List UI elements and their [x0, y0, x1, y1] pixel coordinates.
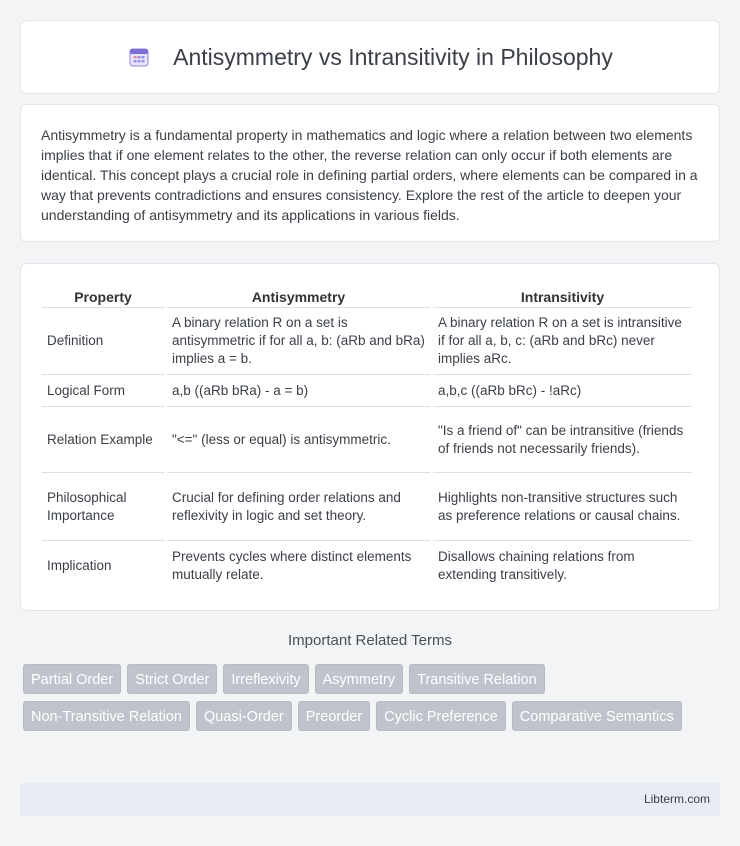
row-antisymmetry: Crucial for defining order relations and reflexivity in logic and set theory.: [167, 473, 430, 541]
tag-cyclic-preference[interactable]: Cyclic Preference: [376, 701, 506, 731]
row-intransitivity: a,b,c ((aRb bRc) - !aRc): [433, 375, 692, 407]
related-terms-list: [23, 664, 703, 731]
row-antisymmetry: Prevents cycles where distinct elements mutually relate.: [172, 549, 412, 582]
header-antisymmetry: Antisymmetry: [167, 284, 430, 308]
tag-non-transitive-relation[interactable]: Non-Transitive Relation: [23, 701, 190, 731]
table-header-row: [42, 284, 692, 308]
row-property: Relation Example: [42, 407, 164, 473]
tag-transitive-relation[interactable]: Transitive Relation: [409, 664, 545, 694]
table-row: [42, 308, 692, 375]
footer: [20, 783, 720, 816]
header-intransitivity: Intransitivity: [433, 284, 692, 308]
tag-irreflexivity[interactable]: Irreflexivity: [223, 664, 308, 694]
row-property: Philosophical Importance: [42, 473, 164, 541]
comparison-card: [20, 263, 720, 611]
row-property: Implication: [47, 558, 112, 573]
comparison-table: [39, 284, 695, 591]
table-row: [42, 375, 692, 407]
header-property: Property: [42, 284, 164, 308]
row-antisymmetry: "<=" (less or equal) is antisymmetric.: [167, 407, 430, 473]
table-row: [42, 407, 692, 473]
row-intransitivity: Disallows chaining relations from extending transitively.: [438, 549, 635, 582]
tag-quasi-order[interactable]: Quasi-Order: [196, 701, 292, 731]
related-terms-title: Important Related Terms: [288, 632, 452, 649]
tag-asymmetry[interactable]: Asymmetry: [315, 664, 404, 694]
intro-card: [20, 104, 720, 242]
page-title: Antisymmetry vs Intransitivity in Philosophy: [173, 43, 613, 70]
row-property: Logical Form: [42, 375, 164, 407]
tag-partial-order[interactable]: Partial Order: [23, 664, 121, 694]
row-intransitivity: "Is a friend of" can be intransitive (friends of friends not necessarily friends).: [433, 407, 692, 473]
row-antisymmetry: A binary relation R on a set is antisymmetric if for all a, b: (aRb and bRa) implies a = b.: [167, 308, 430, 375]
tag-strict-order[interactable]: Strict Order: [127, 664, 217, 694]
calendar-icon: [127, 45, 151, 69]
tag-preorder[interactable]: Preorder: [298, 701, 370, 731]
row-antisymmetry: a,b ((aRb bRa) - a = b): [167, 375, 430, 407]
footer-site-link[interactable]: Libterm.com: [643, 792, 710, 806]
table-row: [42, 473, 692, 541]
table-row: [42, 541, 692, 591]
header-card: [20, 20, 720, 94]
tag-comparative-semantics[interactable]: Comparative Semantics: [512, 701, 682, 731]
intro-text: Antisymmetry is a fundamental property in mathematics and logic where a relation between two elements implies that if one element relates to the other, the reverse relation can only occur if both elements are identical. This concept plays a crucial role in defining partial orders, where elements can be compared in a way that prevents contradictions and ensures consistency. Explore the rest of the article to deepen your understanding of antisymmetry and its applications in various fields.: [41, 127, 698, 223]
row-intransitivity: A binary relation R on a set is intransitive if for all a, b, c: (aRb and bRc) never implies aRc.: [433, 308, 692, 375]
row-property: Definition: [42, 308, 164, 375]
row-intransitivity: Highlights non-transitive structures such as preference relations or causal chains.: [433, 473, 692, 541]
